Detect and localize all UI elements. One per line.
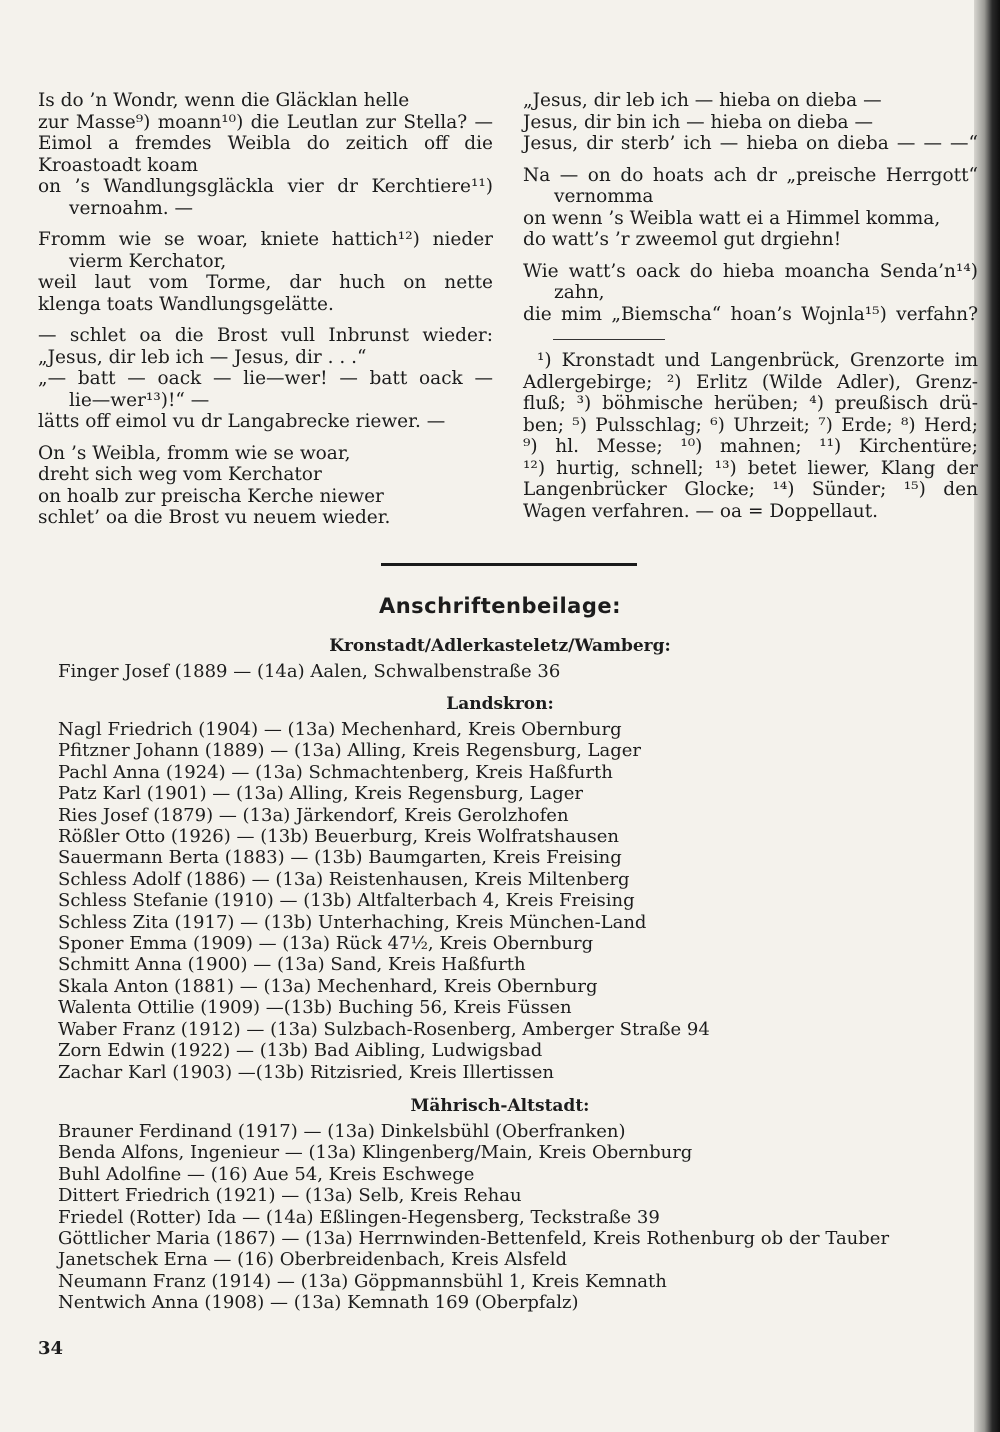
address-entry: Göttlicher Maria (1867) — (13a) Herrnwinden-Bettenfeld, Kreis Rothenburg ob der Tauber (58, 1228, 890, 1250)
poem-line: schlet’ oa die Brost vu neuem wieder. (38, 507, 391, 528)
address-entry: Brauner Ferdinand (1917) — (13a) Dinkelsbühl (Oberfranken) (58, 1121, 626, 1142)
address-entry: Schless Stefanie (1910) — (13b) Altfalterbach 4, Kreis Freising (58, 890, 635, 912)
footnote-line: ¹) Kronstadt und Langenbrück, Grenzorte im (537, 350, 978, 371)
poem-line: klenga toats Wandlungsgelätte. (38, 293, 334, 315)
address-list (58, 1121, 978, 1314)
section-heading: Kronstadt/Adlerkasteletz/Wamberg: (329, 636, 671, 656)
address-entry: Walenta Ottilie (1909) —(13b) Buching 56, Kreis Füssen (58, 997, 572, 1019)
address-entry: Janetschek Erna — (16) Oberbreidenbach, Kreis Alsfeld (58, 1249, 568, 1271)
address-entry: Zorn Edwin (1922) — (13b) Bad Aibling, Ludwigsbad (58, 1040, 543, 1062)
poem-line: Jesus, dir sterb’ ich — hieba on dieba — — —“ (523, 133, 978, 154)
address-list (58, 661, 978, 682)
poem-line: lätts off eimol vu dr Langabrecke riewer. — (38, 411, 446, 432)
poem-line: on hoalb zur preischa Kerche niewer (38, 485, 384, 507)
footnote-line: ben; ⁵) Pulsschlag; ⁶) Uhrzeit; ⁷) Erde; ⁸) Herd; (523, 414, 978, 436)
poem-stanza (523, 261, 978, 326)
page-number: 34 (38, 1338, 64, 1359)
poem-line: vernomma (554, 186, 654, 207)
address-entry: Nagl Friedrich (1904) — (13a) Mechenhard, Kreis Obernburg (58, 719, 622, 740)
address-entry: Pfitzner Johann (1889) — (13a) Alling, Kreis Regensburg, Lager (58, 740, 641, 762)
address-entry: Benda Alfons, Ingenieur — (13a) Klingenberg/Main, Kreis Obernburg (58, 1142, 693, 1164)
poem-line: Eimol a fremdes Weibla do zeitich off die (38, 133, 493, 154)
section-heading: Mährisch-Altstadt: (410, 1096, 590, 1116)
poem-left-column (38, 90, 493, 539)
poem-line: on wenn ’s Weibla watt ei a Himmel komma, (523, 207, 941, 229)
anschriften-title: Anschriftenbeilage: (378, 594, 622, 618)
poem-line: Kroastoadt koam (38, 154, 199, 176)
address-entry: Sponer Emma (1909) — (13a) Rück 47½, Kreis Obernburg (58, 933, 594, 955)
poem-line: Wie watt’s oack do hieba moancha Senda’n¹⁴) (523, 260, 978, 282)
poem-line: vernoahm. — (69, 197, 194, 219)
poem-right-column (523, 90, 978, 522)
address-entry: Dittert Friedrich (1921) — (13a) Selb, Kreis Rehau (58, 1185, 522, 1207)
poem-line: — schlet oa die Brost vull Inbrunst wieder: (38, 325, 493, 346)
poem-line: zahn, (554, 282, 605, 303)
poem-line: Fromm wie se woar, kniete hattich¹²) nieder (38, 229, 493, 250)
address-entry: Rößler Otto (1926) — (13b) Beuerburg, Kreis Wolfratshausen (58, 826, 619, 848)
address-entry: Zachar Karl (1903) —(13b) Ritzisried, Kreis Illertissen (58, 1061, 555, 1083)
address-entry: Schmitt Anna (1900) — (13a) Sand, Kreis Haßfurth (58, 954, 526, 976)
footnotes (523, 350, 978, 522)
poem-line: weil laut vom Torme, dar huch on nette (38, 272, 493, 293)
address-entry: Schless Zita (1917) — (13b) Unterhaching, Kreis München-Land (58, 911, 647, 933)
footnote-line: Langenbrücker Glocke; ¹⁴) Sünder; ¹⁵) den (523, 479, 978, 500)
poem-stanza (523, 90, 978, 155)
address-list (58, 719, 978, 1083)
poem-line: Is do ’n Wondr, wenn die Gläcklan helle (38, 90, 410, 111)
poem-line: do watt’s ’r zweemol gut drgiehn! (523, 229, 842, 250)
poem-line: Na — on do hoats ach dr „preische Herrgott“ (523, 164, 978, 186)
address-entry: Sauermann Berta (1883) — (13b) Baumgarten, Kreis Freising (58, 847, 622, 869)
section-divider (381, 563, 637, 566)
poem-line: „— batt — oack — lie—wer! — batt oack — (38, 368, 493, 389)
footnote-separator (553, 339, 665, 340)
poem-stanza (38, 229, 493, 315)
poem-stanza (523, 165, 978, 251)
poem-line: on ’s Wandlungsgläckla vier dr Kerchtiere¹¹) (38, 176, 493, 197)
poem-line: lie—wer¹³)!“ — (69, 389, 210, 411)
poem-right-stanzas (523, 90, 978, 325)
address-entry: Skala Anton (1881) — (13a) Mechenhard, Kreis Obernburg (58, 975, 598, 997)
poem-line: On ’s Weibla, fromm wie se woar, (38, 442, 351, 464)
footnote-line: fluß; ³) böhmische herüben; ⁴) preußisch drü- (523, 393, 978, 414)
poem-line: „Jesus, dir leb ich — Jesus, dir . . .“ (38, 346, 367, 368)
address-entry: Friedel (Rotter) Ida — (14a) Eßlingen-Hegensberg, Teckstraße 39 (58, 1206, 660, 1228)
poem-line: vierm Kerchator, (69, 250, 227, 272)
poem-line: die mim „Biemscha“ hoan’s Wojnla¹⁵) verfahn? (523, 303, 978, 325)
section-heading: Landskron: (446, 694, 554, 714)
address-entry: Nentwich Anna (1908) — (13a) Kemnath 169 (Oberpfalz) (58, 1292, 579, 1314)
poem-stanza (38, 443, 493, 529)
address-entry: Neumann Franz (1914) — (13a) Göppmannsbühl 1, Kreis Kemnath (58, 1270, 667, 1292)
footnote-line: ¹²) hurtig, schnell; ¹³) betet liewer, Klang der (523, 457, 978, 479)
address-entry: Waber Franz (1912) — (13a) Sulzbach-Rosenberg, Amberger Straße 94 (58, 1018, 710, 1040)
poem-stanza (38, 90, 493, 219)
address-entry: Finger Josef (1889 — (14a) Aalen, Schwalbenstraße 36 (58, 661, 561, 682)
address-entry: Pachl Anna (1924) — (13a) Schmachtenberg, Kreis Haßfurth (58, 761, 613, 783)
poem-line: dreht sich weg vom Kerchator (38, 464, 322, 485)
poem-line: „Jesus, dir leb ich — hieba on dieba — (523, 90, 882, 111)
address-entry: Schless Adolf (1886) — (13a) Reistenhausen, Kreis Miltenberg (58, 868, 630, 890)
footnote-line: Adlergebirge; ²) Erlitz (Wilde Adler), Grenz- (523, 371, 978, 393)
poem-stanza (38, 325, 493, 433)
footnote-line: ⁹) hl. Messe; ¹⁰) mahnen; ¹¹) Kirchentüre; (523, 436, 978, 457)
anschriften-header (0, 594, 1000, 618)
poem-line: Jesus, dir bin ich — hieba on dieba — (523, 111, 873, 133)
poem-line: zur Masse⁹) moann¹⁰) die Leutlan zur Stella? — (38, 111, 493, 133)
address-entry: Buhl Adolfine — (16) Aue 54, Kreis Eschwege (58, 1163, 475, 1185)
footnote-line: Wagen verfahren. — oa = Doppellaut. (523, 500, 879, 522)
address-entry: Ries Josef (1879) — (13a) Järkendorf, Kreis Gerolzhofen (58, 804, 569, 826)
address-entry: Patz Karl (1901) — (13a) Alling, Kreis Regensburg, Lager (58, 783, 584, 805)
